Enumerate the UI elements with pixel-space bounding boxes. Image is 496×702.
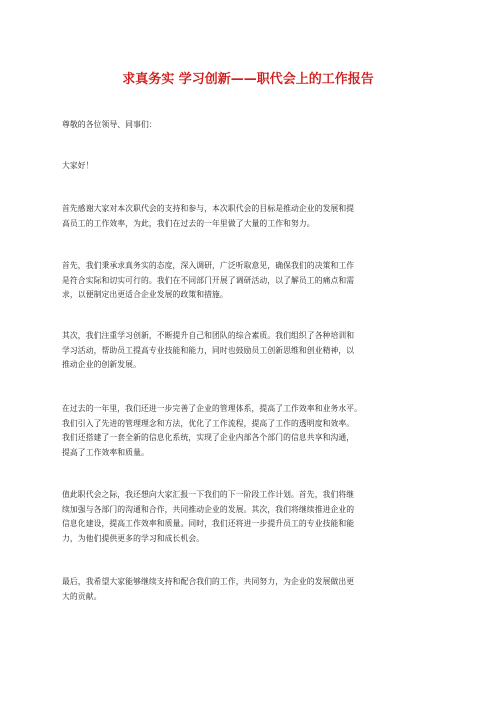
salutation: 尊敬的各位领导、同事们： [62, 120, 157, 129]
paragraph-learning [62, 329, 440, 373]
paragraph-line: 是符合实际和切实可行的。我们在不同部门开展了调研活动，以了解员工的痛点和需 [62, 275, 355, 285]
paragraph-line: 大的贡献。 [62, 591, 102, 601]
paragraph-line: 续加强与各部门的沟通和合作，共同推动企业的发展。其次，我们将继续推进企业的 [62, 504, 355, 514]
paragraph-line: 我们引入了先进的管理理念和方法，优化了工作流程，提高了工作的透明度和效率。 [62, 418, 355, 428]
paragraph-line: 我们还搭建了一套全新的信息化系统，实现了企业内部各个部门的信息共享和沟通， [62, 433, 355, 442]
paragraph-line: 在过去的一年里，我们还进一步完善了企业的管理体系，提高了工作效率和业务水平。 [62, 404, 363, 413]
paragraph-line: 其次，我们注重学习创新，不断提升自己和团队的综合素质。我们组织了各种培训和 [62, 331, 355, 340]
greeting: 大家好！ [62, 161, 94, 170]
paragraph-line: 推动企业的创新发展。 [62, 360, 141, 369]
paragraph-line: 首先，我们秉承求真务实的态度，深入调研，广泛听取意见，确保我们的决策和工作 [62, 261, 355, 270]
document-title: 求真务实 学习创新——职代会上的工作报告 [122, 72, 374, 87]
paragraph-line: 值此职代会之际，我还想向大家汇报一下我们的下一阶段工作计划。首先，我们将继 [62, 490, 355, 499]
paragraph-line: 提高了工作效率和质量。 [62, 447, 149, 457]
paragraph-plan [62, 488, 440, 546]
paragraph-research [62, 259, 440, 303]
paragraph-management [62, 402, 440, 460]
paragraph-thanks [62, 202, 440, 231]
paragraph-closing [62, 575, 440, 604]
paragraph-line: 求，以便制定出更适合企业发展的政策和措施。 [62, 290, 228, 299]
paragraph-line: 学习活动，帮助员工提高专业技能和能力，同时也鼓励员工创新思维和创业精神，以 [62, 345, 355, 355]
paragraph-line: 首先感谢大家对本次职代会的支持和参与，本次职代会的目标是推动企业的发展和提 [62, 204, 355, 213]
paragraph-line: 信息化建设，提高工作效率和质量。同时，我们还将进一步提升员工的专业技能和能 [62, 519, 355, 528]
paragraph-line: 高员工的工作效率，为此，我们在过去的一年里做了大量的工作和努力。 [62, 218, 315, 228]
paragraph-line: 最后，我希望大家能够继续支持和配合我们的工作，共同努力，为企业的发展做出更 [62, 577, 355, 586]
paragraph-line: 力，为他们提供更多的学习和成长机会。 [62, 533, 205, 543]
